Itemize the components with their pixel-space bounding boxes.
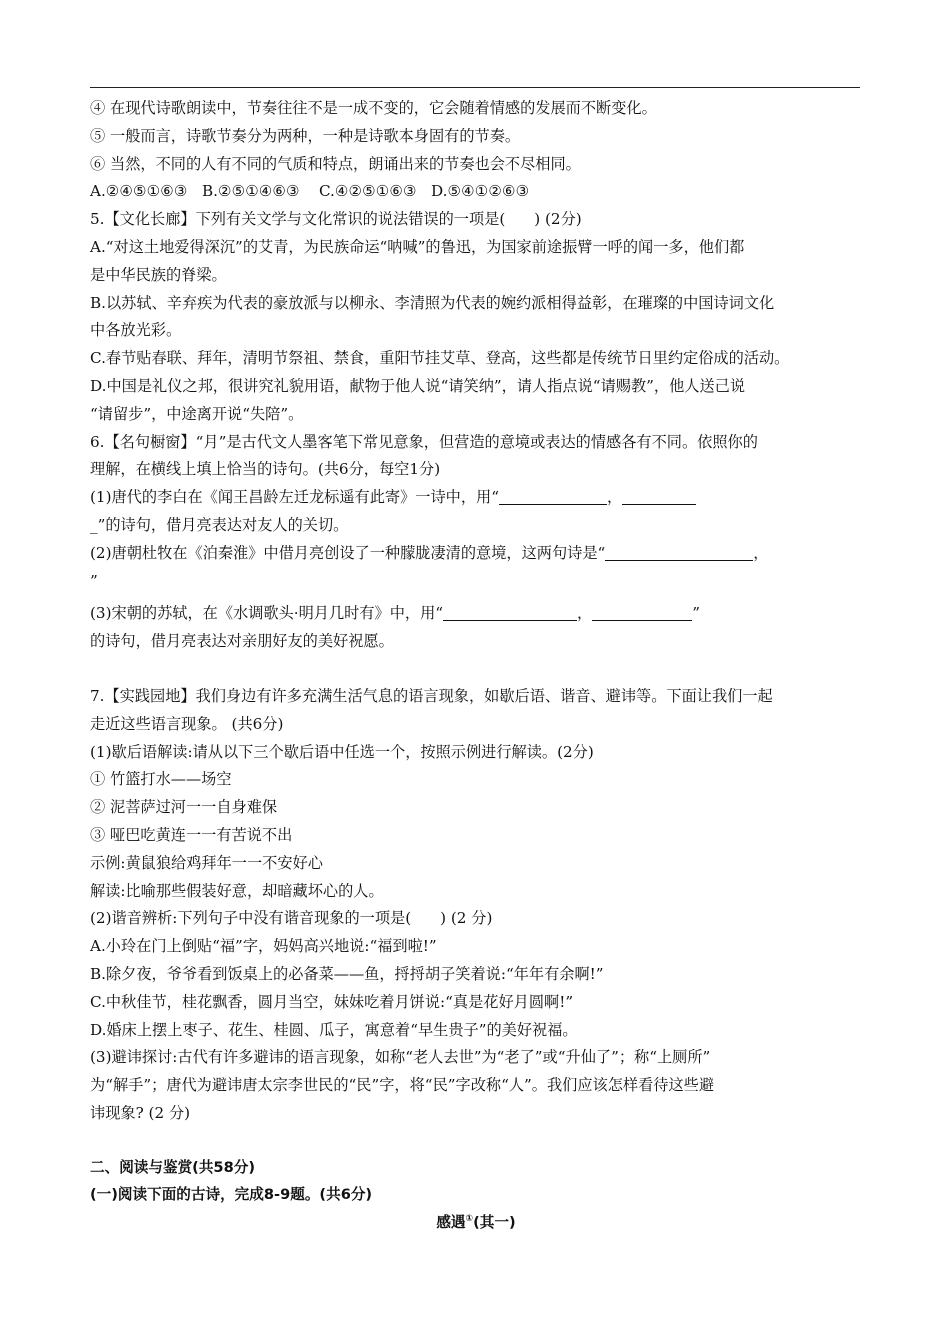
q5-option-b-line1: B.以苏轼、辛弃疾为代表的豪放派与以柳永、李清照为代表的婉约派相得益彰，在璀璨的中国诗词文化 — [90, 293, 775, 312]
q6-stem-line1: 6.【名句橱窗】“月”是古代文人墨客笔下常见意象，但营造的意境或表达的情感各有不同。依照你的 — [90, 432, 758, 451]
q6-part1-end: ”的诗句，借月亮表达对友人的关切。 — [97, 515, 349, 534]
q5-option-d-line1: D.中国是礼仪之邦，很讲究礼貌用语，献物于他人说“请笑纳”，请人指点说“请赐教”，他人送己说 — [90, 376, 746, 395]
q6-part3-blank-1[interactable] — [443, 602, 577, 621]
q7-sub2-option-a: A.小玲在门上倒贴“福”字，妈妈高兴地说:“福到啦!” — [90, 937, 437, 956]
q6-part1-blank-1[interactable] — [499, 486, 607, 505]
q5-option-c: C.春节贴春联、拜年，清明节祭祖、禁食，重阳节挂艾草、登高，这些都是传统节日里约定俗成的活动。 — [90, 349, 790, 368]
q6-part1-separator: ， — [606, 488, 623, 507]
q5-option-d-line2: “请留步”，中途离开说“失陪”。 — [90, 404, 304, 423]
q4-item-5: ⑤ 一般而言，诗歌节奏分为两种，一种是诗歌本身固有的节奏。 — [90, 126, 521, 145]
q6-part1-text: (1)唐代的李白在《闻王昌龄左迁龙标遥有此寄》一诗中，用“ — [90, 488, 499, 507]
spacer — [90, 1128, 862, 1154]
q5-option-a-line1: A.“对这土地爱得深沉”的艾青，为民族命运“呐喊”的鲁迅，为国家前途振臂一呼的闻一多，他们都 — [90, 237, 745, 256]
q7-sub2: (2)谐音辨析:下列句子中没有谐音现象的一项是( ) (2 分) — [90, 909, 493, 928]
q7-xiehouyu-3: ③ 哑巴吃黄连一一有苦说不出 — [90, 825, 293, 844]
q6-stem-line2: 理解，在横线上填上恰当的诗句。(共6分，每空1分) — [90, 460, 441, 479]
q6-part1-blank-tail: _ — [90, 515, 98, 534]
q7-sub3-line1: (3)避讳探讨:古代有许多避讳的语言现象，如称“老人去世”为“老了”或“升仙了”；称“上厕所” — [90, 1048, 711, 1067]
q7-sub3-line2: 为“解手”；唐代为避讳唐太宗李世民的“民”字，将“民”字改称“人”。我们应该怎样看待这些避 — [90, 1076, 715, 1095]
q4-item-6: ⑥ 当然，不同的人有不同的气质和特点，朗诵出来的节奏也会不尽相同。 — [90, 154, 581, 173]
q6-part3-end: ” — [692, 604, 700, 623]
q6-part2-continuation — [90, 568, 862, 596]
q7-sub2-option-d: D.婚床上摆上枣子、花生、桂圆、瓜子，寓意着“早生贵子”的美好祝福。 — [90, 1020, 578, 1039]
q7-explanation: 解读:比喻那些假装好意，却暗藏坏心的人。 — [90, 881, 384, 900]
q7-sub1: (1)歇后语解读:请从以下三个歇后语中任选一个，按照示例进行解读。(2分) — [90, 742, 594, 761]
q6-part3-separator: ， — [577, 604, 593, 623]
q4-options: A.②④⑤①⑥③ B.②⑤①④⑥③ C.④②⑤①⑥③ D.⑤④①②⑥③ — [90, 182, 530, 201]
q6-part3-blank-2[interactable] — [592, 602, 692, 621]
q7-sub2-option-b: B.除夕夜，爷爷看到饭桌上的必备菜——鱼，捋捋胡子笑着说:“年年有余啊!” — [90, 964, 604, 983]
q6-part2-text: (2)唐朝杜牧在《泊秦淮》中借月亮创设了一种朦胧凄清的意境，这两句诗是“ — [90, 543, 606, 562]
q7-stem-line1: 7.【实践园地】我们身边有许多充满生活气息的语言现象，如歇后语、谐音、避讳等。下面让我们一起 — [90, 686, 773, 705]
q6-part2 — [90, 540, 862, 568]
q6-part2-end: ” — [90, 571, 98, 590]
q7-sub3-line3: 讳现象? (2 分) — [90, 1103, 191, 1122]
page-content — [90, 95, 862, 1237]
q5-stem: 5.【文化长廊】下列有关文学与文化常识的说法错误的一项是( ) (2分) — [90, 210, 582, 229]
q7-xiehouyu-1: ① 竹篮打水——场空 — [90, 770, 232, 789]
poem-footnote-marker: ① — [465, 1214, 474, 1225]
header-rule — [90, 87, 860, 88]
section2-subheading: (一)阅读下面的古诗，完成8-9题。(共6分) — [90, 1186, 373, 1204]
poem-title-suffix: (其一) — [473, 1214, 516, 1232]
poem-title-text: 感遇 — [436, 1214, 466, 1232]
spacer — [90, 656, 862, 683]
q7-xiehouyu-2: ② 泥菩萨过河一一自身难保 — [90, 798, 278, 817]
q6-part2-blank-1[interactable] — [605, 542, 753, 561]
poem-title — [90, 1209, 862, 1237]
q7-sub2-option-c: C.中秋佳节，桂花飘香，圆月当空，妹妹吃着月饼说:“真是花好月圆啊!” — [90, 992, 574, 1011]
q6-part3 — [90, 600, 862, 628]
q7-stem-line2: 走近这些语言现象。 (共6分) — [90, 714, 284, 733]
q6-part2-separator: ， — [753, 543, 769, 562]
q4-item-4: ④ 在现代诗歌朗读中，节奏往往不是一成不变的，它会随着情感的发展而不断变化。 — [90, 99, 657, 117]
q6-part1 — [90, 484, 862, 512]
q5-option-a-line2: 是中华民族的脊梁。 — [90, 265, 227, 284]
section2-heading: 二、阅读与鉴赏(共58分) — [90, 1158, 255, 1176]
q6-part1-blank-2[interactable] — [622, 486, 696, 505]
q7-example: 示例:黄鼠狼给鸡拜年一一不安好心 — [90, 853, 323, 872]
q6-part3-continuation: 的诗句，借月亮表达对亲朋好友的美好祝愿。 — [90, 632, 394, 651]
q6-part3-text: (3)宋朝的苏轼，在《水调歌头·明月几时有》中，用“ — [90, 604, 444, 623]
q5-option-b-line2: 中各放光彩。 — [90, 321, 182, 340]
q6-part1-continuation — [90, 512, 862, 540]
